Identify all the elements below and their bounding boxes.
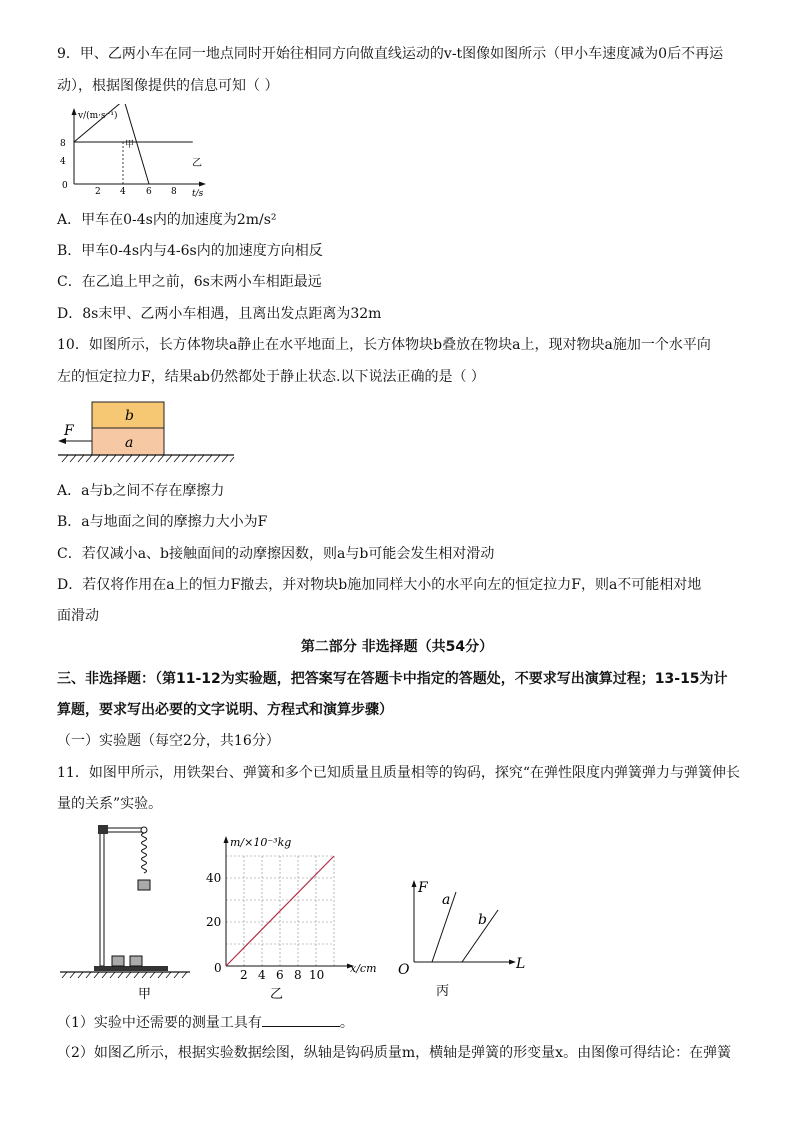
q11-part1	[57, 1012, 354, 1033]
fig-bing-caption: 丙	[436, 984, 450, 999]
mx-xtick-6: 6	[276, 968, 284, 982]
fl-origin: O	[398, 962, 410, 978]
fl-axis-F: F	[418, 880, 428, 896]
mx-ylabel: m/×10⁻³kg	[230, 836, 292, 849]
q9-option-d: D．8s末甲、乙两小车相遇，且离出发点距离为32m	[57, 306, 382, 322]
mx-ytick-20: 20	[206, 915, 222, 929]
q9-ytick-0: 0	[62, 181, 68, 191]
stand-base	[94, 966, 168, 971]
q9-xtick-8: 8	[171, 187, 177, 197]
fig-jia-label: 甲	[138, 987, 152, 1002]
q10-blocks-figure	[56, 398, 236, 466]
fl-label-b: b	[478, 912, 487, 928]
mx-xtick-10: 10	[309, 968, 325, 982]
q9-stem-line1: 9．甲、乙两小车在同一地点同时开始往相同方向做直线运动的v-t图像如图所示（甲小车速度减为0后不再运	[57, 46, 724, 62]
fl-y-arrow	[412, 880, 417, 887]
spring-hook	[141, 827, 147, 833]
q9-xtick-2: 2	[95, 187, 101, 197]
q9-x-arrow	[199, 182, 206, 187]
fl-label-a: a	[442, 892, 451, 908]
mx-xtick-8: 8	[294, 968, 302, 982]
fl-axis-L: L	[516, 956, 526, 972]
q9-y-arrow	[72, 108, 77, 115]
q10-option-a: A．a与b之间不存在摩擦力	[57, 483, 225, 499]
stand-pole	[100, 828, 104, 966]
q10-option-d: D．若仅将作用在a上的恒力F撤去，并对物块b施加同样大小的水平向左的恒定拉力F，则a不可能相对地	[57, 577, 702, 593]
ground-hatch	[62, 455, 234, 462]
q9-xtick-6: 6	[146, 187, 152, 197]
mx-ytick-40: 40	[206, 871, 222, 885]
mx-y-arrow	[224, 836, 229, 843]
subsection-title: （一）实验题（每空2分，共16分）	[57, 733, 280, 749]
spare-weight-1	[112, 956, 124, 966]
q11-mx-graph	[200, 826, 390, 1006]
q10-option-c: C．若仅减小a、b接触面间的动摩擦因数，则a与b可能会发生相对滑动	[57, 546, 495, 562]
q9-option-c: C．在乙追上甲之前，6s末两小车相距最远	[57, 274, 322, 290]
q9-ytick-8: 8	[60, 139, 66, 149]
fl-x-arrow	[509, 960, 516, 965]
force-label: F	[64, 423, 74, 439]
section-heading-line1: 三、非选择题：（第11-12为实验题，把答案写在答题卡中指定的答题处，不要求写出演算过程；13-15为计	[57, 671, 728, 687]
q10-stem-line1: 10．如图所示，长方体物块a静止在水平地面上，长方体物块b叠放在物块a上，现对物块a施加一个水平向	[57, 337, 711, 353]
q11-answer-blank[interactable]	[262, 1012, 340, 1027]
q9-label-yi: 乙	[192, 158, 202, 169]
spare-weight-2	[130, 956, 142, 966]
section-title: 第二部分 非选择题（共54分）	[300, 639, 494, 655]
hanging-weight	[138, 880, 150, 890]
q11-stem-line2: 量的关系”实验。	[57, 796, 163, 812]
q11-part1-text: （1）实验中还需要的测量工具有	[57, 1015, 262, 1031]
q9-ylabel: v/(m·s⁻¹)	[78, 111, 118, 121]
section-heading-line2: 算题，要求写出必要的文字说明、方程式和演算步骤）	[57, 702, 393, 718]
spring	[142, 833, 147, 873]
table-hatch	[62, 972, 187, 978]
q10-option-b: B．a与地面之间的摩擦力大小为F	[57, 514, 268, 530]
q11-fl-graph	[392, 870, 542, 1000]
q11-part2: （2）如图乙所示，根据实验数据绘图，纵轴是钩码质量m，横轴是弹簧的形变量x。由图像可得结论：在弹簧	[57, 1045, 732, 1061]
q11-stem-line1: 11．如图甲所示，用铁架台、弹簧和多个已知质量且质量相等的钩码，探究“在弹性限度内弹簧弹力与弹簧伸长	[57, 765, 740, 781]
q9-stem-line2: 动），根据图像提供的信息可知（ ）	[57, 78, 279, 94]
q10-stem-line2: 左的恒定拉力F，结果ab仍然都处于静止状态.以下说法正确的是（ ）	[57, 369, 485, 385]
q9-xlabel: t/s	[192, 189, 204, 198]
block-b-label: b	[125, 408, 134, 424]
mx-xlabel: x/cm	[350, 962, 377, 975]
mx-xtick-2: 2	[240, 968, 248, 982]
q9-vt-graph	[56, 104, 216, 198]
q9-option-b: B．甲车0-4s内与4-6s内的加速度方向相反	[57, 243, 323, 259]
block-a-label: a	[125, 435, 134, 451]
q10-option-d-cont: 面滑动	[57, 608, 99, 624]
fig-yi-label: 乙	[270, 987, 284, 1002]
q11-part1-end: 。	[339, 1015, 354, 1031]
q9-label-jia: 甲	[125, 140, 135, 150]
mx-xtick-4: 4	[258, 968, 266, 982]
q9-xtick-4: 4	[120, 187, 126, 197]
q11-apparatus-figure	[56, 822, 196, 1002]
mx-ytick-0: 0	[214, 961, 222, 975]
q9-ytick-4: 4	[60, 157, 66, 167]
stand-clamp	[98, 825, 108, 834]
q9-option-a: A．甲车在0-4s内的加速度为2m/s²	[57, 212, 277, 228]
